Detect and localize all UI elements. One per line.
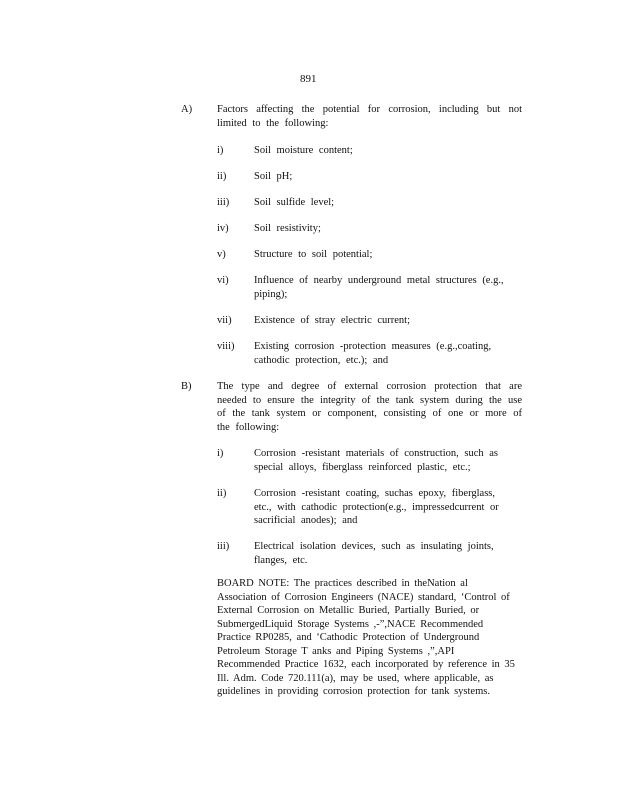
- board-note-line: Petroleum Storage T anks and Piping Systems ,”,API: [217, 645, 455, 657]
- section-a-item-label: iv): [217, 223, 229, 234]
- section-b-item-label: iii): [217, 541, 230, 552]
- section-b-item-text: Corrosion -resistant coating, suchas epoxy, fiberglass, etc., with cathodic protection(e.g., impressedcurrent or sacrificial anodes); and: [254, 488, 499, 526]
- board-note-line: Ill. Adm. Code 720.111(a), may be used, where applicable, as: [217, 672, 494, 684]
- section-a-item-text: Existence of stray electric current;: [254, 315, 411, 326]
- section-a-label: A): [181, 104, 193, 115]
- section-a-item-label: i): [217, 145, 224, 156]
- board-note-line: External Corrosion on Metallic Buried, Partially Buried, or: [217, 605, 480, 616]
- section-b-item-text: Corrosion -resistant materials of construction, such as special alloys, fiberglass reinforced plastic, etc.;: [254, 448, 498, 473]
- section-a-text: Factors affecting the potential for corrosion, including but not limited to the following:: [217, 104, 522, 129]
- section-b-text: The type and degree of external corrosion protection that are needed to ensure the integrity of the tank system during the use of the tank system or component, consisting of one or more of the following:: [217, 381, 522, 433]
- section-a-item-label: iii): [217, 197, 230, 208]
- section-a-item-text: Soil moisture content;: [254, 145, 353, 156]
- board-note-line: Practice RP0285, and ‘Cathodic Protection of Underground: [217, 632, 480, 643]
- section-a-item-text: Existing corrosion -protection measures (e.g.,coating, cathodic protection, etc.); and: [254, 341, 492, 366]
- section-a-item-label: vi): [217, 275, 229, 286]
- section-b-item-label: i): [217, 448, 224, 459]
- board-note-line: guidelines in providing corrosion protection for tank systems.: [217, 686, 490, 697]
- board-note-line: BOARD NOTE: The practices described in theNation al: [217, 578, 468, 589]
- section-a-item-text: Soil sulfide level;: [254, 197, 335, 208]
- board-note-line: Recommended Practice 1632, each incorporated by reference in 35: [217, 659, 515, 670]
- section-a-item-text: Structure to soil potential;: [254, 249, 373, 260]
- board-note-line: SubmergedLiquid Storage Systems ,-”,NACE Recommended: [217, 618, 484, 630]
- section-b-item-label: ii): [217, 488, 227, 499]
- section-a-item-label: viii): [217, 341, 235, 352]
- section-a-item-label: ii): [217, 171, 227, 182]
- section-a-item-text: Soil resistivity;: [254, 223, 321, 234]
- section-a-item-label: v): [217, 249, 226, 260]
- section-a-item-text: Influence of nearby underground metal structures (e.g., piping);: [254, 275, 504, 300]
- page-number: 891: [300, 73, 317, 85]
- board-note-line: Association of Corrosion Engineers (NACE) standard, ‘Control of: [217, 591, 510, 603]
- section-a-item-text: Soil pH;: [254, 171, 293, 182]
- section-b-item-text: Electrical isolation devices, such as insulating joints, flanges, etc.: [254, 541, 494, 566]
- section-a-item-label: vii): [217, 315, 232, 326]
- section-b-label: B): [181, 381, 192, 392]
- board-note: [217, 577, 539, 699]
